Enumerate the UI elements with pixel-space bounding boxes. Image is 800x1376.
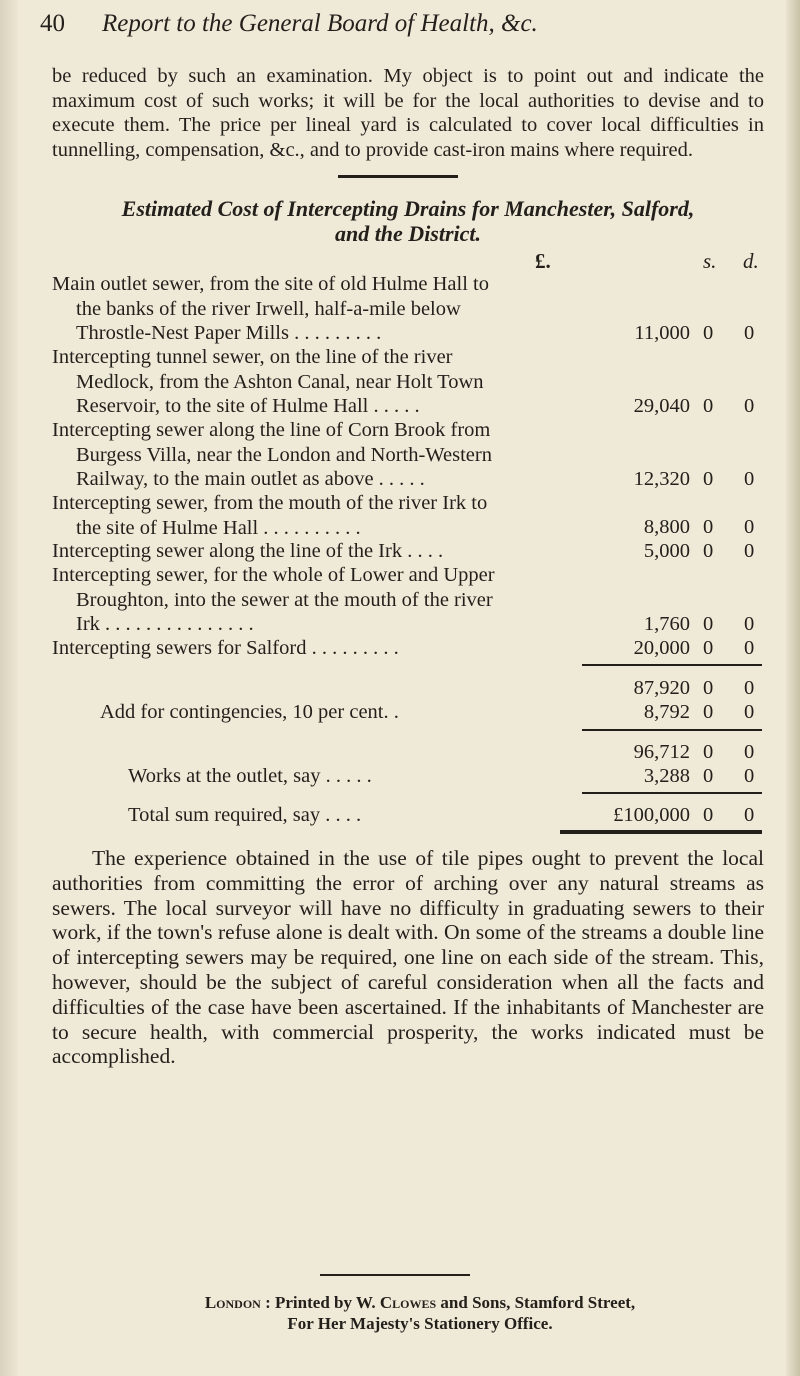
item-pence: 0 — [744, 540, 755, 562]
item-line: Intercepting sewer along the line of the Irk . . . . — [52, 540, 444, 562]
item-line: the banks of the river Irwell, half-a-mile below — [76, 297, 461, 320]
outlet-works-shillings: 0 — [703, 765, 714, 787]
item-shillings: 0 — [703, 322, 714, 344]
item-pounds: 29,040 — [633, 395, 690, 417]
item-line: Intercepting sewer, for the whole of Lower and Upper — [52, 564, 495, 586]
item-line: Railway, to the main outlet as above . . . . . — [76, 468, 425, 490]
contingencies-label: Add for contingencies, 10 per cent. . — [100, 701, 399, 723]
total-shillings: 0 — [703, 804, 714, 826]
item-pence: 0 — [744, 395, 755, 417]
page-header — [40, 10, 780, 50]
running-head: Report to the General Board of Health, &c. — [102, 10, 538, 37]
item-line: Intercepting sewer, from the mouth of the river Irk to — [52, 492, 488, 514]
table-heading-line2: and the District. — [334, 221, 482, 246]
item-pounds: 12,320 — [633, 468, 690, 490]
total-label: Total sum required, say . . . . — [128, 804, 362, 826]
item-line: Main outlet sewer, from the site of old Hulme Hall to — [52, 273, 489, 295]
section-divider — [338, 175, 458, 178]
item-line: Broughton, into the sewer at the mouth of the river — [76, 588, 493, 611]
sum-rule — [582, 729, 762, 731]
subtotal-pounds: 87,920 — [633, 677, 690, 699]
column-head-pence: d. — [743, 249, 759, 273]
contingencies-pence: 0 — [744, 701, 755, 723]
subtotal-pence: 0 — [744, 677, 755, 699]
subtotal-shillings: 0 — [703, 741, 714, 763]
item-line: Irk . . . . . . . . . . . . . . . — [76, 613, 254, 635]
item-line: Intercepting sewer along the line of Corn Brook from — [52, 419, 491, 441]
column-head-shillings: s. — [703, 249, 717, 273]
cost-item — [52, 272, 572, 346]
item-pounds: 5,000 — [643, 540, 690, 562]
contingencies-shillings: 0 — [703, 701, 714, 723]
imprint-firm: Clowes — [379, 1293, 437, 1312]
item-pounds: 8,800 — [643, 516, 690, 538]
imprint-printed-by: : Printed by W. — [265, 1293, 376, 1312]
imprint-city: London — [204, 1293, 261, 1312]
item-shillings: 0 — [703, 395, 714, 417]
cost-item — [52, 491, 572, 540]
item-pence: 0 — [744, 322, 755, 344]
item-pence: 0 — [744, 613, 755, 635]
total-double-rule — [560, 830, 762, 834]
printer-imprint — [80, 1292, 760, 1334]
total-pounds: £100,000 — [613, 804, 690, 826]
table-heading-line1: Estimated Cost of Intercepting Drains for Manchester, Salford, — [121, 196, 695, 221]
outlet-works-pence: 0 — [744, 765, 755, 787]
item-shillings: 0 — [703, 468, 714, 490]
table-heading — [52, 196, 764, 246]
page-number: 40 — [40, 10, 65, 37]
intro-paragraph: be reduced by such an examination. My object is to point out and indicate the maximum cost of such works; it will be for the local authorities to devise and to execute them. The price per lineal yard is calculated to cover local difficulties in tunnelling, compensation, &c., and to provide cast-iron mains where required. — [52, 65, 764, 161]
page-spine-shadow — [0, 0, 18, 1376]
cost-item — [52, 345, 572, 419]
closing-paragraph-text: The experience obtained in the use of tile pipes ought to prevent the local authorities from committing the error of arching over any natural streams as sewers. The local surveyor will have no difficulty in graduating sewers to their work, if the town's refuse alone is dealt with. On some of the streams a double line of intercepting sewers may be required, one line on each side of the stream. This, however, should be the subject of careful consideration when all the facts and difficulties of the case have been ascertained. If the inhabitants of Manchester are to secure health, with commercial prosperity, the works indicated must be accomplished. — [52, 846, 764, 1069]
page-edge-shadow — [786, 0, 800, 1376]
item-shillings: 0 — [703, 540, 714, 562]
item-pounds: 20,000 — [633, 637, 690, 659]
item-shillings: 0 — [703, 613, 714, 635]
footer-rule — [320, 1274, 470, 1276]
item-pounds: 1,760 — [643, 613, 690, 635]
item-line: Reservoir, to the site of Hulme Hall . . . . . — [76, 395, 420, 417]
item-shillings: 0 — [703, 516, 714, 538]
cost-item — [52, 563, 572, 637]
subtotal-pounds: 96,712 — [633, 741, 690, 763]
item-pence: 0 — [744, 468, 755, 490]
subtotal-pence: 0 — [744, 741, 755, 763]
sum-rule — [582, 792, 762, 794]
contingencies-pounds: 8,792 — [643, 701, 690, 723]
outlet-works-label: Works at the outlet, say . . . . . — [128, 765, 372, 787]
item-shillings: 0 — [703, 637, 714, 659]
cost-item — [52, 539, 572, 564]
cost-item — [52, 418, 572, 492]
imprint-office: For Her Majesty's Stationery Office. — [287, 1314, 553, 1333]
sum-rule — [582, 664, 762, 666]
item-pounds: 11,000 — [634, 322, 690, 344]
outlet-works-pounds: 3,288 — [643, 765, 690, 787]
item-line: Throstle-Nest Paper Mills . . . . . . . . . — [76, 322, 382, 344]
cost-item — [52, 636, 572, 661]
item-line: Burgess Villa, near the London and North-Western — [76, 443, 492, 466]
imprint-address: and Sons, Stamford Street, — [440, 1293, 636, 1312]
item-pence: 0 — [744, 516, 755, 538]
item-line: Intercepting sewers for Salford . . . . . . . . . — [52, 637, 399, 659]
item-line: Medlock, from the Ashton Canal, near Holt Town — [76, 370, 484, 393]
item-line: Intercepting tunnel sewer, on the line of the river — [52, 346, 453, 368]
item-pence: 0 — [744, 637, 755, 659]
closing-paragraph — [52, 846, 764, 1069]
subtotal-shillings: 0 — [703, 677, 714, 699]
item-line: the site of Hulme Hall . . . . . . . . . . — [76, 516, 361, 539]
column-head-pounds: £. — [535, 249, 551, 273]
total-pence: 0 — [744, 804, 755, 826]
